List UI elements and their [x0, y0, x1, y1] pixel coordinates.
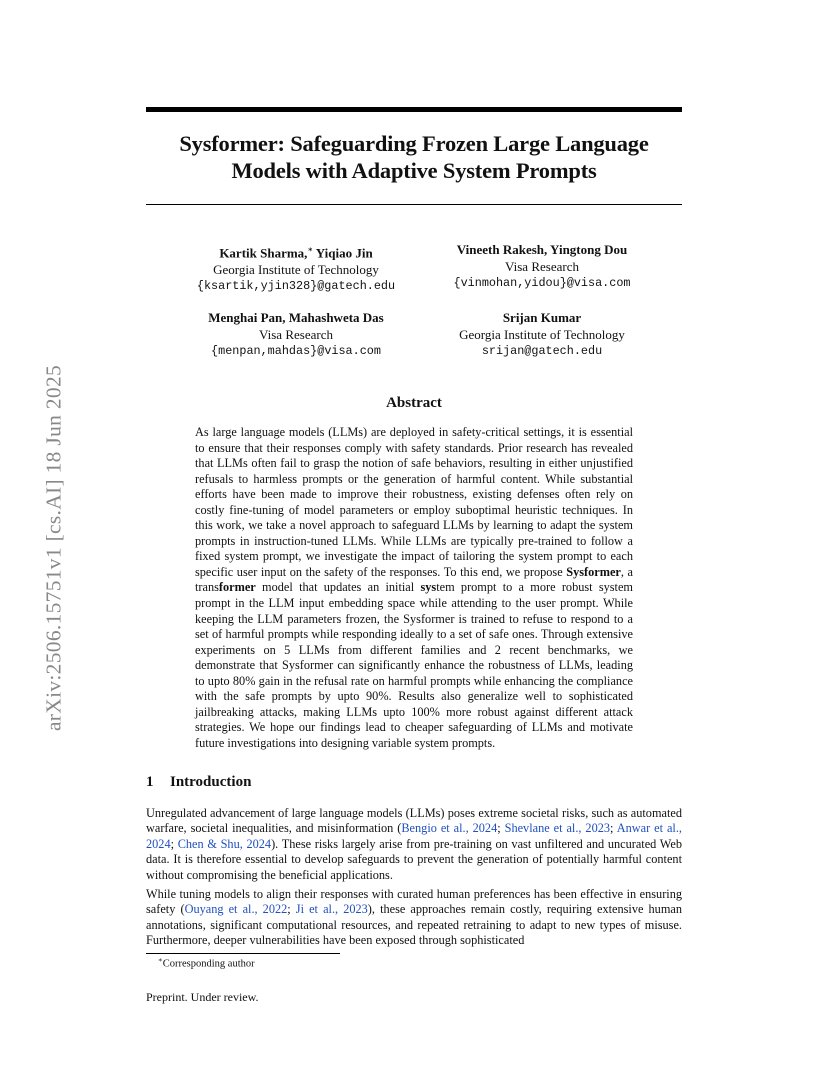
- abstract-part: As large language models (LLMs) are deployed in safety-critical settings, it is essential to ensure that their responses comply with safety standards. Prior research has revealed that LLMs often fail to grasp the notion of safe behaviors, resulting in either unjustified refusals to harmless prompts or the generation of harmful content. While substantial efforts have been made to improve their robustness, existing defenses often rely on costly fine-tuning of model parameters or employ suboptimal heuristic techniques. In this work, we take a novel approach to safeguard LLMs by learning to adapt the system prompts in instruction-tuned LLMs. While LLMs are typically pre-trained to follow a fixed system prompt, we investigate the impact of tailoring the system prompt to each specific user input on the safety of the responses. To this end, we propose: [195, 425, 633, 579]
- abstract-part: model that updates an initial: [255, 580, 421, 595]
- citation-link[interactable]: Chen & Shu, 2024: [177, 836, 272, 851]
- title-bottom-rule: [146, 204, 682, 205]
- author-names: Srijan Kumar: [502, 310, 582, 325]
- citation-link[interactable]: Bengio et al., 2024: [401, 821, 498, 836]
- corresponding-mark: ∗: [307, 245, 313, 254]
- citation-link[interactable]: Anwar et al., 2024: [146, 821, 682, 851]
- author-block-1: [176, 242, 416, 295]
- paragraph-part: ), these approaches remain costly, requiring extensive human annotations, significant computational resources, and repeated retraining to adapt to new types of misuse. Furthermore, deeper vulnerabilities have been exposed through sophisticated: [146, 902, 682, 948]
- citation-link[interactable]: Shevlane et al., 2023: [504, 821, 611, 836]
- author-email: {menpan,mahdas}@visa.com: [211, 344, 381, 358]
- abstract-part: , a trans: [195, 564, 633, 595]
- author-block-3: [176, 310, 416, 360]
- author-affiliation: Visa Research: [505, 258, 579, 274]
- author-names-part: Yiqiao Jin: [312, 245, 373, 261]
- section-title: Introduction: [170, 774, 252, 790]
- author-names: Menghai Pan, Mahashweta Das: [208, 310, 384, 325]
- abstract-part: tem prompt to a more robust system prompt in the LLM input embedding space while attending to the user prompt. While keeping the LLM parameters frozen, the Sysformer is trained to refuse to respond to a set of harmful prompts while responding ideally to a set of safe ones. Through extensive experiments on 5 LLMs from different families and 2 recent benchmarks, we demonstrate that Sysformer can significantly enhance the robustness of LLMs, leading to upto 80% gain in the refusal rate on harmful prompts while enhancing the compliance with the safe prompts by upto 90%. Results also generalize well to sophisticated jailbreaking attacks, making LLMs upto 100% more robust against different attack strategies. We hope our findings lead to cheaper safeguarding of LLMs and motivate future investigations into designing variable system prompts.: [195, 580, 633, 750]
- author-affiliation: Georgia Institute of Technology: [459, 326, 625, 342]
- intro-paragraph-1: [146, 806, 682, 883]
- author-email: srijan@gatech.edu: [481, 344, 603, 358]
- abstract-bold: former: [218, 580, 256, 595]
- title-line-2: Models with Adaptive System Prompts: [231, 158, 597, 183]
- paragraph-part: ;: [610, 821, 617, 836]
- author-block-4: [422, 310, 662, 360]
- paragraph-part: ;: [287, 902, 296, 917]
- footnote-mark: ∗: [158, 956, 163, 964]
- footnote-text: Corresponding author: [162, 958, 255, 970]
- author-names: Vineeth Rakesh, Yingtong Dou: [456, 242, 628, 257]
- title-top-rule: [146, 107, 682, 112]
- paper-title: [146, 130, 682, 184]
- section-heading-introduction: [146, 774, 251, 791]
- abstract-bold: sys: [420, 580, 437, 595]
- intro-paragraph-2: [146, 887, 682, 949]
- paragraph-part: Unregulated advancement of large language models (LLMs) poses extreme societal risks, such as automated warfare, societal inequalities, and misinformation (: [146, 806, 682, 836]
- author-names: [176, 242, 416, 262]
- footnote: [158, 956, 255, 970]
- citation-link[interactable]: Ouyang et al., 2022: [184, 902, 288, 917]
- author-affiliation: Georgia Institute of Technology: [213, 261, 379, 277]
- author-names-part: Kartik Sharma,: [219, 245, 308, 261]
- preprint-note: Preprint. Under review.: [146, 990, 259, 1004]
- author-affiliation: Visa Research: [259, 326, 333, 342]
- paragraph-part: While tuning models to align their responses with curated human preferences has been effective in ensuring safety (: [146, 887, 682, 917]
- title-line-1: Sysformer: Safeguarding Frozen Large Language: [179, 131, 649, 156]
- paragraph-part: ). These risks largely arise from pre-training on vast unfiltered and uncurated Web data. It is therefore essential to develop safeguards to prevent the generation of potentially harmful content without compromising the beneficial applications.: [146, 836, 682, 882]
- abstract-text: [195, 425, 633, 751]
- paragraph-part: ;: [497, 821, 505, 836]
- arxiv-identifier: arXiv:2506.15751v1 [cs.AI] 18 Jun 2025: [41, 364, 66, 732]
- paragraph-part: ;: [170, 836, 178, 851]
- abstract-bold: Sysformer: [566, 564, 621, 579]
- author-email: {vinmohan,yidou}@visa.com: [453, 276, 631, 290]
- citation-link[interactable]: Ji et al., 2023: [295, 902, 368, 917]
- section-number: 1: [146, 774, 154, 790]
- abstract-heading: Abstract: [386, 395, 442, 411]
- author-block-2: [422, 242, 662, 292]
- footnote-rule: [146, 953, 340, 954]
- author-email: {ksartik,yjin328}@gatech.edu: [196, 279, 396, 294]
